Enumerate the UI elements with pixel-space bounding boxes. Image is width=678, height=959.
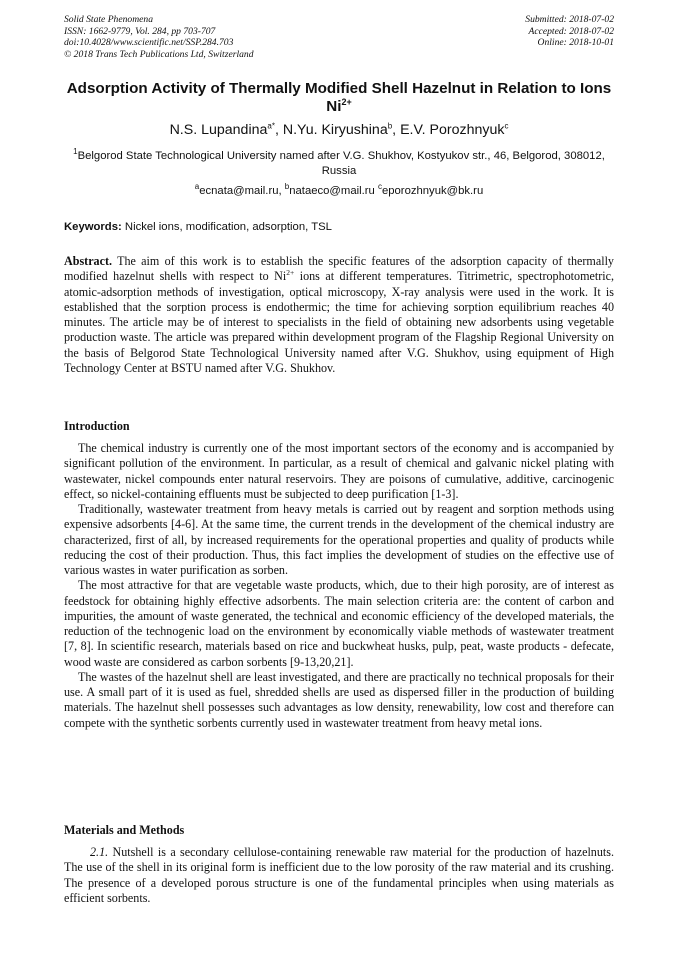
doi-line: doi:10.4028/www.scientific.net/SSP.284.703 bbox=[64, 37, 234, 48]
online-date: Online: 2018-10-01 bbox=[537, 37, 614, 48]
materials-methods-text: Nutshell is a secondary cellulose-containing renewable raw material for the production of hazelnuts. The use of the shell in its original form is inefficient due to the low porosity of the raw material and its crushing. The presence of a developed porous structure is one of the fundamental principles when using materials as efficient sorbents. bbox=[64, 845, 614, 905]
journal-name: Solid State Phenomena bbox=[64, 14, 153, 25]
author-separator: , bbox=[274, 122, 283, 138]
email-address: ecnata@mail.ru bbox=[199, 185, 279, 197]
email-address: nataeco@mail.ru bbox=[289, 185, 375, 197]
submitted-date: Submitted: 2018-07-02 bbox=[525, 14, 614, 25]
email-address: eporozhnyuk@bk.ru bbox=[381, 185, 484, 197]
introduction-paragraph: The most attractive for that are vegetable waste products, which, due to their high porosity, are of interest as feedstock for obtaining highly effective adsorbents. The main selection criteria are: the content of carbon and impurities, the amount of waste generated, the technical and economic efficiency of the developed materials, the reduction of the technogenic load on the environment by economically viable methods of wastewater treatment [7, 8]. In scientific research, materials based on rice and buckwheat husks, pulp, peat, waste products - defecate, wood waste are considered as carbon sorbents [9-13,20,21]. bbox=[64, 578, 614, 669]
email-list bbox=[0, 182, 678, 197]
author-name: N.S. Lupandina bbox=[169, 122, 268, 138]
copyright-line: © 2018 Trans Tech Publications Ltd, Switzerland bbox=[64, 48, 254, 60]
abstract-superscript: 2+ bbox=[286, 268, 295, 278]
journal-info bbox=[64, 14, 254, 60]
materials-methods-paragraph bbox=[64, 845, 614, 906]
title-text: Adsorption Activity of Thermally Modified Shell Hazelnut in Relation to Ions Ni bbox=[66, 80, 612, 115]
author-separator: , bbox=[392, 122, 401, 138]
introduction-paragraph: Traditionally, wastewater treatment from heavy metals is carried out by reagent and sorption methods using expensive adsorbents [4-6]. At the same time, the current trends in the development of the chemical industry are characterized, first of all, by increased requirements for the operational properties and quality of products while reducing the cost of their production. Thus, this fact implies the development of studies on the effective use of various wastes in water purification as sorben. bbox=[64, 502, 614, 577]
paper-title bbox=[60, 80, 618, 116]
introduction-paragraph: The chemical industry is currently one of the most important sectors of the economy and is accompanied by significant pollution of the environment. In particular, as a result of chemical and galvanic nickel plating with wastewater, nickel compounds enter natural reservoirs. They are poisons of cumulative, additive, carcinogenic effect, so nickel-containing effluents must be subjected to deep purification [1-3]. bbox=[64, 441, 614, 501]
author-superscript: c bbox=[504, 121, 509, 131]
keywords-text: Nickel ions, modification, adsorption, TSL bbox=[124, 221, 332, 233]
introduction-heading: Introduction bbox=[64, 419, 130, 433]
email-separator: , bbox=[278, 185, 285, 197]
title-superscript: 2+ bbox=[341, 96, 352, 107]
keywords bbox=[64, 221, 614, 233]
affiliation-superscript: 1 bbox=[73, 147, 78, 157]
materials-methods-section bbox=[64, 845, 614, 906]
abstract-label: Abstract. bbox=[64, 254, 113, 268]
author-superscript: a* bbox=[267, 121, 275, 131]
introduction-paragraph: The wastes of the hazelnut shell are least investigated, and there are practically no technical proposals for their use. A small part of it is used as fuel, shredded shells are used as dispersed filler in the production of building materials. The hazelnut shell possesses such advantages as low density, renewability, low cost and therefore can compete with the synthetic sorbents currently used in wastewater treatment from heavy metal ions. bbox=[64, 669, 614, 730]
issn-line: ISSN: 1662-9779, Vol. 284, pp 703-707 bbox=[64, 25, 216, 37]
abstract-paragraph bbox=[64, 254, 614, 376]
author-superscript: b bbox=[387, 121, 393, 131]
accepted-date: Accepted: 2018-07-02 bbox=[528, 25, 614, 37]
email-superscript: a bbox=[194, 182, 200, 192]
author-list bbox=[0, 122, 678, 138]
author-name: E.V. Porozhnyuk bbox=[400, 122, 505, 138]
affiliation bbox=[70, 149, 608, 179]
email-superscript: c bbox=[377, 182, 382, 192]
abstract-text-part2: ions at different temperatures. Titrimetric, spectrophotometric, atomic-adsorption methods of investigation, optical microscopy, X-ray analysis were used in the work. It is established that the sorption process is endothermic; the time for achieving sorption equilibrium reaches 40 minutes. The article may be of interest to specialists in the field of obtaining new adsorbents using vegetable production waste. The article was prepared within development program of the Flagship Regional University on the basis of Belgorod State Technological University named after V.G. Shukhov, using equipment of High Technology Center at BSTU named after V.G. Shukhov. bbox=[64, 269, 615, 375]
affiliation-text: Belgorod State Technological University named after V.G. Shukhov, Kostyukov str., 46, Belgorod, 308012, Russia bbox=[77, 150, 605, 177]
abstract bbox=[64, 254, 614, 376]
introduction-section bbox=[64, 441, 614, 731]
email-superscript: b bbox=[284, 182, 290, 192]
abstract-text-part1: The aim of this work is to establish the specific features of the adsorption capacity of thermally modified hazelnut shells with respect to Ni bbox=[64, 254, 614, 284]
materials-methods-heading: Materials and Methods bbox=[64, 823, 185, 837]
author-name: N.Yu. Kiryushina bbox=[282, 122, 388, 138]
subsection-number: 2.1. bbox=[90, 845, 109, 859]
publication-dates bbox=[525, 14, 614, 49]
keywords-label: Keywords: bbox=[64, 221, 122, 233]
